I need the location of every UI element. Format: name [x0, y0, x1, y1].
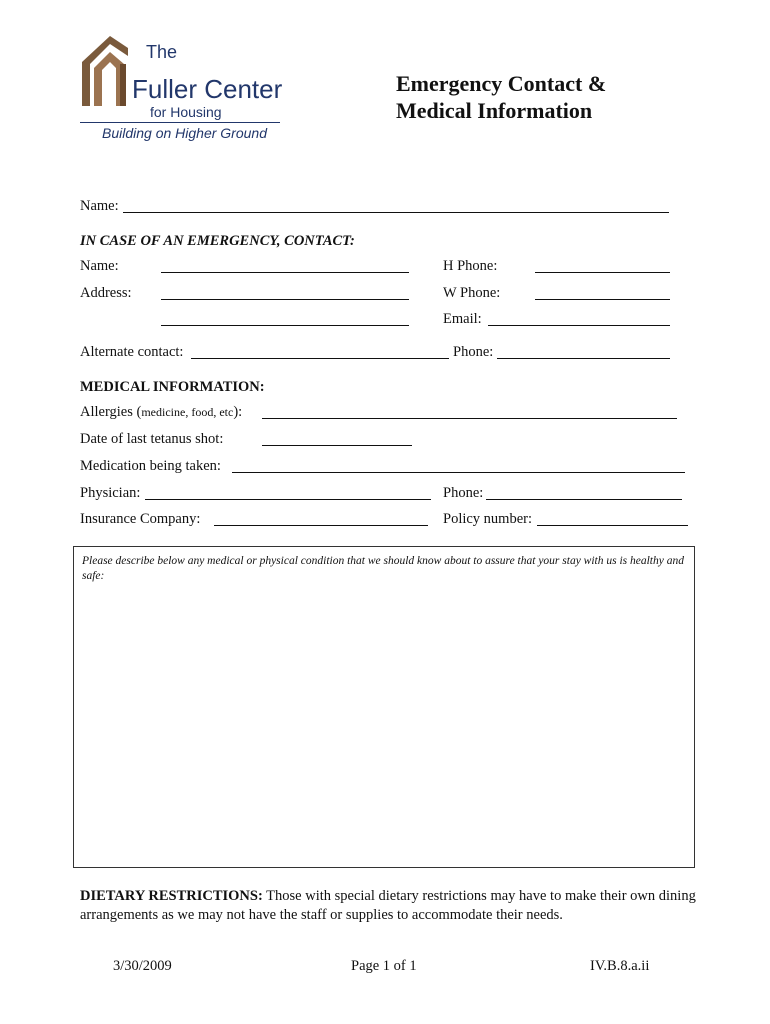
footer-page-number: Page 1 of 1: [351, 958, 417, 974]
logo-divider: [80, 122, 280, 123]
h-phone-label: H Phone:: [443, 258, 498, 274]
insurance-label: Insurance Company:: [80, 511, 201, 527]
allergies-label-text: Allergies (: [80, 404, 142, 420]
policy-label: Policy number:: [443, 511, 533, 527]
medication-field[interactable]: [233, 456, 688, 474]
alternate-contact-label: Alternate contact:: [80, 344, 184, 360]
condition-box: [73, 546, 695, 868]
medication-label: Medication being taken:: [80, 458, 221, 474]
allergies-label-small: medicine, food, etc: [141, 405, 234, 419]
footer-date: 3/30/2009: [113, 958, 172, 974]
logo-the-text: The: [146, 42, 178, 62]
alternate-phone-field[interactable]: [498, 342, 673, 360]
emergency-heading: IN CASE OF AN EMERGENCY, CONTACT:: [80, 233, 355, 249]
contact-name-field[interactable]: [162, 256, 412, 274]
address-label: Address:: [80, 285, 132, 301]
condition-prompt: Please describe below any medical or physical condition that we should know about to assure that your stay with us is healthy and safe:: [82, 555, 684, 582]
email-label: Email:: [443, 311, 482, 327]
allergies-label-close: ):: [233, 404, 243, 420]
physician-phone-field[interactable]: [487, 483, 685, 501]
page-title-line1: Emergency Contact &: [396, 71, 607, 96]
w-phone-label: W Phone:: [443, 285, 501, 301]
fuller-center-logo: [80, 34, 285, 146]
h-phone-field[interactable]: [536, 256, 673, 274]
page-title-line2: Medical Information: [396, 98, 593, 123]
footer-document-code: IV.B.8.a.ii: [590, 958, 650, 974]
condition-textarea[interactable]: [80, 587, 692, 863]
medical-heading: MEDICAL INFORMATION:: [80, 379, 265, 395]
physician-field[interactable]: [146, 483, 434, 501]
address-field-1[interactable]: [162, 283, 412, 301]
dietary-heading: DIETARY RESTRICTIONS:: [80, 888, 263, 904]
address-field-2[interactable]: [162, 309, 412, 327]
physician-phone-label: Phone:: [443, 485, 484, 501]
w-phone-field[interactable]: [536, 283, 673, 301]
dietary-restrictions: [80, 887, 700, 925]
contact-name-label: Name:: [80, 258, 119, 274]
logo-for-housing-text: for Housing: [150, 104, 222, 120]
physician-label: Physician:: [80, 485, 141, 501]
name-label: Name:: [80, 198, 119, 214]
policy-field[interactable]: [538, 509, 691, 527]
tetanus-field[interactable]: [263, 429, 415, 447]
logo-name-text: Fuller Center: [132, 74, 283, 104]
allergies-label: [80, 404, 242, 420]
alternate-phone-label: Phone:: [453, 344, 494, 360]
dietary-text: Those with special dietary restrictions may have to make their own dining arrangements as we may not have the staff or supplies to accommodate their needs.: [80, 888, 696, 923]
insurance-field[interactable]: [215, 509, 431, 527]
name-field[interactable]: [124, 196, 672, 214]
page-title: [396, 70, 606, 124]
logo-tagline-text: Building on Higher Ground: [102, 125, 267, 141]
alternate-contact-field[interactable]: [192, 342, 452, 360]
email-field[interactable]: [489, 309, 673, 327]
allergies-field[interactable]: [263, 402, 680, 420]
tetanus-label: Date of last tetanus shot:: [80, 431, 224, 447]
